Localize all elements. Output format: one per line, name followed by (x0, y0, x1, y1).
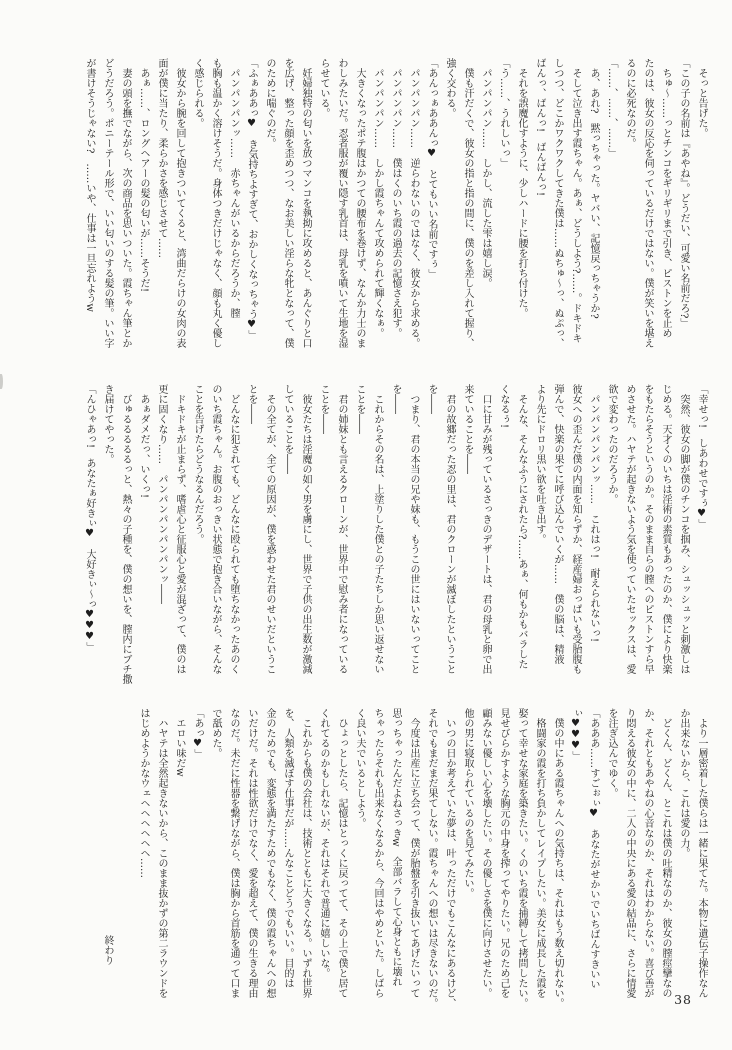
text-line: を、人類を滅ぼす仕事だが……んなことどうでもいい。目的は (282, 708, 293, 988)
text-line: 「あんっぁああんっ♥ とてもいい名前ですぅ」 (426, 58, 437, 279)
text-line: き届けてやった。 (102, 384, 113, 464)
text-line: をもたらそうというのか。そのまま自らの膣へのピストンすら早 (642, 384, 653, 674)
text-line: 弾んで、快楽の果てに呼び込んでいくが…… 僕の脳は、精液 (552, 384, 563, 664)
text-line: たのは、彼女の反応を伺っているだけではない。僕が笑いを堪え (642, 58, 653, 348)
text-line: 僕の中にある霞ちゃんへの気持ちは、それはもう数え切れない。 (552, 708, 563, 1008)
text-line: も胸も温かく溶けそうだ。身体つきだけじゃなく、顔も丸く優し (210, 58, 221, 348)
text-line: これからその名は、上塗りした僕との子たちしか思い返せない (372, 384, 383, 674)
text-line: 「……、……、……」 (606, 58, 617, 158)
text-line: 突然、彼女の脚が僕のチンコを掴み、シュッシュッと刺激しは (678, 384, 689, 674)
text-line: ぃ♥♥♥」 (570, 708, 581, 761)
text-line: より一層密着した僕らは一緒に果てた。本物に遺伝子操作なん (696, 708, 707, 998)
text-line: どうだろう。ポニーテール形で、いい匂いのする髪の筆。いい字 (102, 58, 113, 348)
text-line: を―― (390, 384, 401, 414)
text-line: パンパンパンッ…… 赤ちゃんがいるからだろうか、膣 (228, 58, 239, 318)
text-line: 口に甘みが残っているさっきのデザートは、君の母乳と卵で出 (480, 384, 491, 674)
text-line: 顧みない優しい心を壊したい。その優しさを僕に向けさせたい。 (480, 708, 491, 998)
text-line: ばんっ、ばんっ! ばんばんっ! (534, 58, 545, 197)
text-line: パンパンパン…… 逆らわないのではなく、彼女から求める。 (408, 58, 419, 348)
text-line: つまり、君の本当の兄や妹も、もうこの世にはいないってこと (408, 384, 419, 674)
text-line (116, 708, 134, 1010)
text-line: 他の男に寝取られているのを見てみたい。 (462, 708, 473, 898)
text-line: パンパンパン…… しかし、流した雫は嬉し涙。 (480, 58, 491, 288)
text-line: を広げ、整った顔を歪めつつ、なお美しい淫らな牝となって、僕 (282, 58, 293, 348)
text-line: それでもまだまだ果てしない。霞ちゃんへの想いは尽きないのだ。 (426, 708, 437, 1008)
text-line: 君の故郷だった忍の里は、君のクローンが滅ぼしたということ (444, 384, 455, 674)
text-line: 君の姉妹とも言えるクローンが、世界中で慰み者になっている (336, 384, 347, 674)
text-line: 欲で変わったのだろうか。 (606, 384, 617, 504)
text-line: 彼女への歪んだ僕の内面を知らずか、経産婦おっぱいも受胎腹も (570, 384, 581, 674)
text-line: 「んひゃあっ! あなたぁ好きぃ♥ 大好きぃ〜っ♥♥♥」 (84, 384, 95, 653)
text-line: 僕も汗だくで、彼女の指と指の間に、僕のを差し入れて握り、 (462, 58, 473, 348)
text-line: それを誤魔化すように、少しハードに腰を打ち付けた。 (516, 58, 527, 318)
text-line: く感じられる。 (192, 58, 203, 128)
text-line: めさせた。ハヤテが起きないよう気を使っていたセックスは、愛 (624, 384, 635, 674)
text-line: あぁ……、ロングヘアーの髪の匂いが……そうだ! (138, 58, 149, 293)
text-line: エロい味だw (174, 708, 185, 777)
text-line: ドキドキが止まらず、嗜虐心と征服心と愛が混ざって、僕のは (174, 384, 185, 674)
page-number: 38 (674, 992, 692, 1007)
text-line: ことを―― (354, 384, 365, 434)
text-line: あぁダメだっ、いくっ! (138, 384, 149, 499)
text-line: ことを―― (318, 384, 329, 434)
text-line: 「ふぁああっ♥ き気持ちよすぎて、おかしくなっちゃう♥」 (246, 58, 257, 340)
text-line: く良い夫でいるとしよう。 (354, 708, 365, 828)
text-line: ひょっとしたら、記憶はとっくに戻ってて、その上で僕と居て (336, 708, 347, 998)
text-line: 「あっ♥」 (192, 708, 203, 759)
text-band-middle (80, 384, 710, 686)
text-line: していることを―― (282, 384, 293, 474)
text-line: そっと告げた。 (696, 58, 707, 138)
text-line: パンパンパン…… 僕はくのいち霞の過去の記憶さえ犯す。 (390, 58, 401, 338)
text-line: そして泣き出す霞ちゃん。あぁ、どうしよう?……。ドキドキ (570, 58, 581, 344)
text-line: 妻の頭を撫でながら、次の商品を思いついた。霞ちゃん筆とか (120, 58, 131, 348)
text-line: いだけだ。それは性欲だけでなく、愛を超えて、僕の生きる理由 (246, 708, 257, 998)
text-line: 思っちゃったんだよねさっきw 全部バラして心身ともに壊れ (390, 708, 401, 987)
text-line: どくん、どくん、とこれは僕の吐精なのか、彼女の膣痙攣なの (660, 708, 671, 998)
text-line: 彼女たちは淫魔の如く男を虜にし、世界で子供の出生数が激減 (300, 384, 311, 674)
text-line: これからも僕の会社は、技術とともに大きくなる。いずれ世界 (300, 708, 311, 998)
text-line: なのだ。未だに性器を繋げながら、僕は胸から首筋を通って口ま (228, 708, 239, 998)
text-line: 妊婦独特の匂いを放つマンコを執拗に攻めると、あんぐりと口 (300, 58, 311, 348)
text-line: か出来ないから、これは愛の力。 (678, 708, 689, 858)
text-line: 更に固くなり…… パンパンパンパンパンッ―― (156, 384, 167, 604)
text-line: か、それともあやねの心音なのか、それはわからない。喜び善が (642, 708, 653, 998)
text-line: どんなに犯されても、どんなに殴られても堕ちなかったあのく (228, 384, 239, 674)
text-line: パンパンパン…… しかし霞ちゃんて攻められて輝くなぁ。 (372, 58, 383, 338)
text-line: くなるぅ! (498, 384, 509, 429)
text-band-bottom (98, 708, 710, 1010)
text-line: 大きくなったポテ腹はかつての腰布を巻けず、なんか力士のま (354, 58, 365, 348)
text-line: その全てが、全ての原因が、僕を惑わせた君のせいだというこ (264, 384, 275, 674)
text-line: あ、あれ? 黙っちゃった。ヤバい、記憶戻っちゃうか? (588, 58, 599, 319)
text-line: 「う……、うれしいっ」 (498, 58, 509, 168)
text-line: パンパンパンパンッ…… これはっ! 耐えられないっ! (588, 384, 599, 643)
text-line: 娶って幸せな家庭を築きたい。くのいち霞を捕縛して拷問したい。 (516, 708, 527, 1008)
text-line: 格闘家の霞を打ち負かしてレイプしたい。美女に成長した霞を (534, 708, 545, 998)
text-line: ハヤテは全然起きないから、このまま抜かずの第二ラウンドを (156, 708, 167, 998)
text-line: 「あああ……すごぉぃ♥ あなたがせかいでいちばんすきいい (588, 708, 599, 989)
text-line: より先にドロリ黒い欲を吐き出す。 (534, 384, 545, 544)
text-line: ちゅ〜……っとチンコをギリギリまで引き、ピストンを止め (660, 58, 671, 338)
text-line: しつつ、どこかワクワクしてきた僕は……ぬちゅ〜っ、ぬぷっ、 (552, 58, 563, 348)
text-line: そんな、そんなふうにされたら?……あぁ、何もかもバラした (516, 384, 527, 670)
text-line: くれてるのかもしれないが、それはそれで普通に嬉しいな。 (318, 708, 329, 978)
text-line: 「幸せっ! しあわせですぅ♥」 (696, 384, 707, 530)
text-line: らせている。 (318, 58, 329, 118)
text-line: り悶える彼女の中に、二人の中央にある愛の結晶に、さらに情愛 (624, 708, 635, 998)
text-line: わしみたいだ。忍者服が覆い隠す乳首は、母乳を噴いて生地を湿 (336, 58, 347, 348)
text-line: 金のためでも、変態を満たすためでもなく、僕の霞ちゃんへの想 (264, 708, 275, 998)
text-line: ことを告げたらどうなるんだろう。 (192, 384, 203, 544)
text-band-top (80, 58, 710, 360)
text-line: で舐めた。 (210, 708, 221, 758)
text-line: 強く交わる。 (444, 58, 455, 118)
text-line: ちゃったらそれも出来なくなるから、今回はやめといた。しばら (372, 708, 383, 998)
text-line: るのに必死なのだ。 (624, 58, 635, 148)
text-line: じめる。天才くのいちは淫術の素質もあったのか、僕により快楽 (660, 384, 671, 674)
text-line: いつの日か考えていた夢は、叶っただけでもこんなにあるけど、 (444, 708, 455, 1008)
text-line: 見せびらかすような胸元の中身を搾ってやりたい。兄のため己を (498, 708, 509, 998)
text-line: を注ぎ込んでゆく。 (606, 708, 617, 798)
text-line: 来ていることを―― (462, 384, 473, 474)
text-line: のために喘ぐのだ。 (264, 58, 275, 148)
text-line: びゅるるるるるっと、熱々の子種を、僕の想いを、膣内にブチ撒 (120, 384, 131, 684)
text-line: 「この子の名前は『あやね』。どうだい、可愛い名前だろ?」 (678, 58, 689, 329)
ending-label: 終わり (102, 935, 113, 965)
text-line: はじめようかなウェヘヘヘヘヘヘ…… (138, 708, 149, 878)
text-line: 今度は出産に立ち会って、僕が胎盤を引き抜いてあげたいって (408, 708, 419, 998)
scan-artifact (0, 374, 3, 389)
text-line: のいち霞ちゃん。お腹のおっきい状態で抱き合いながら、そんな (210, 384, 221, 674)
text-line: 彼女から腕を回して抱きついてくると、湾曲だらけの女肉の表 (174, 58, 185, 348)
text-line: が書けそうじゃない? ……いや、仕事は一旦忘れようw (84, 58, 95, 312)
text-line: とを―― (246, 384, 257, 424)
text-line: 面が僕に当たり、柔らかさを感じさせて…… (156, 58, 167, 258)
text-line: を―― (426, 384, 437, 414)
